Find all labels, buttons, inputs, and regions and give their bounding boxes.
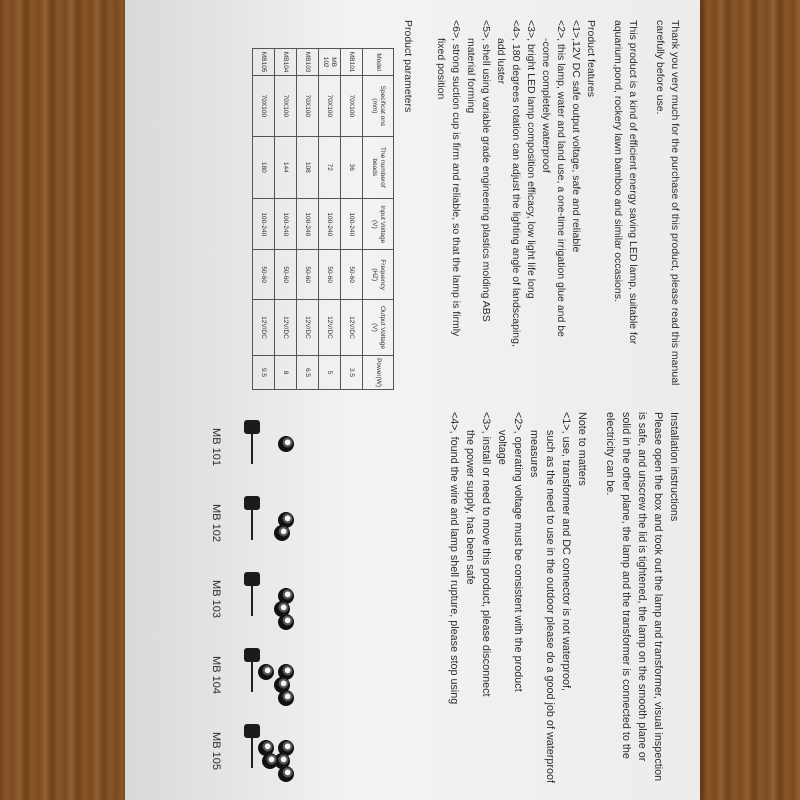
lamp-head-shape — [278, 614, 294, 630]
table-cell: 70X100 — [297, 76, 319, 136]
left-column — [252, 20, 682, 390]
table-cell: 70X100 — [253, 76, 275, 136]
table-cell: 12V/DC — [253, 299, 275, 355]
note-item: <4>, found the wire and lamp shell rupture, please stop using — [448, 412, 460, 705]
note-item: <3>, install or need to move this product, please disconnect — [480, 412, 492, 697]
table-cell: 12V/DC — [319, 299, 341, 355]
model-label: MB 105 — [210, 732, 222, 770]
table-cell: MB105 — [253, 49, 275, 76]
table-cell: 5 — [319, 356, 341, 390]
parameters-title: Product parameters — [402, 20, 414, 113]
model-mb101 — [150, 412, 300, 482]
cable-shape — [251, 510, 253, 540]
installation-title: Installation instructions — [668, 412, 680, 522]
transformer-shape — [244, 496, 260, 510]
model-label: MB 102 — [210, 504, 222, 542]
parameters-table — [252, 48, 394, 390]
header-cell: Frequency (HZ) — [363, 250, 394, 299]
lamp-photo — [238, 720, 300, 782]
table-row — [297, 49, 319, 390]
table-row — [253, 49, 275, 390]
lamp-photo — [238, 416, 300, 478]
table-cell: 50-60 — [275, 250, 297, 299]
feature-item: <1>,12V DC safe output voltage, safe and reliable — [570, 20, 582, 253]
description-text: This product is a kind of efficient energy saving LED lamp, suitable for aquarium,pond, rockery lawn bamboo and similar occasions. — [612, 20, 639, 345]
note-item: <2>, operating voltage must be consistent with the product — [512, 412, 524, 692]
table-cell: 72 — [319, 136, 341, 199]
feature-item: <6>, strong suction cup is firm and reliable, so that the lamp is firmly — [450, 20, 462, 337]
cable-shape — [251, 434, 253, 464]
table-cell: 50-60 — [341, 250, 363, 299]
manual-sheet — [125, 0, 700, 800]
table-cell: 50-60 — [297, 250, 319, 299]
feature-item: <3>, bright LED lamp composition efficacy, low light life long — [525, 20, 537, 299]
transformer-shape — [244, 724, 260, 738]
header-cell: Specificat ons (mm) — [363, 76, 394, 136]
table-cell: 70X100 — [341, 76, 363, 136]
table-cell: 108 — [297, 136, 319, 199]
table-cell: 100-240 — [253, 199, 275, 250]
table-cell: 70X100 — [319, 76, 341, 136]
feature-item-cont: -come completely waterproof — [540, 38, 552, 173]
table-row — [341, 49, 363, 390]
header-cell: The numberof beads — [363, 136, 394, 199]
rotated-page — [125, 0, 700, 800]
feature-item-cont: material forming — [465, 38, 477, 114]
lamp-photo — [238, 644, 300, 706]
table-cell: 12V/DC — [275, 299, 297, 355]
model-mb102 — [150, 488, 300, 558]
table-cell: 180 — [253, 136, 275, 199]
table-row — [275, 49, 297, 390]
table-cell: 100-240 — [297, 199, 319, 250]
notes-title: Note to matters — [576, 412, 588, 486]
table-cell: 100-240 — [319, 199, 341, 250]
table-cell: 100-240 — [275, 199, 297, 250]
table-cell: 70X100 — [275, 76, 297, 136]
lamp-photo — [238, 568, 300, 630]
model-label: MB 104 — [210, 656, 222, 694]
note-item-cont: such as the need to use in the outdoor please do a good job of waterproof measures — [528, 430, 556, 783]
feature-item-cont: add luster — [495, 38, 507, 85]
model-gallery — [150, 412, 300, 784]
table-cell: 8 — [275, 356, 297, 390]
transformer-shape — [244, 648, 260, 662]
table-cell: 50-60 — [319, 250, 341, 299]
lamp-photo — [238, 492, 300, 554]
table-cell: MB103 — [297, 49, 319, 76]
table-cell: MB101 — [341, 49, 363, 76]
table-cell: 50-60 — [253, 250, 275, 299]
header-cell: Model — [363, 49, 394, 76]
model-mb105 — [150, 716, 300, 786]
table-cell: 100-240 — [341, 199, 363, 250]
features-title: Product features — [585, 20, 597, 98]
header-cell: Input Voltage (V) — [363, 199, 394, 250]
lamp-head-shape — [278, 436, 294, 452]
table-cell: 12V/DC — [297, 299, 319, 355]
table-cell: 36 — [341, 136, 363, 199]
table-cell: MB104 — [275, 49, 297, 76]
model-label: MB 101 — [210, 428, 222, 466]
header-cell: Output Voltage (V) — [363, 299, 394, 355]
model-label: MB 103 — [210, 580, 222, 618]
model-mb103 — [150, 564, 300, 634]
feature-item-cont: fixed position — [435, 38, 447, 100]
intro-text: Thank you very much for the purchase of this product, please read this manual carefully before use. — [654, 20, 681, 386]
table-cell: 6.5 — [297, 356, 319, 390]
table-header-row — [363, 49, 394, 390]
lamp-head-shape — [278, 690, 294, 706]
note-item-cont: the power supply, has been safe — [464, 430, 476, 585]
features-list — [433, 20, 583, 390]
table-cell: MB 102 — [319, 49, 341, 76]
transformer-shape — [244, 572, 260, 586]
table-cell: 3.5 — [341, 356, 363, 390]
model-mb104 — [150, 640, 300, 710]
right-column — [446, 412, 682, 784]
feature-item: <4>, 180 degrees rotation can adjust the lighting angle of landscaping, — [510, 20, 522, 347]
table-cell: 12V/DC — [341, 299, 363, 355]
table-row — [319, 49, 341, 390]
table-cell: 144 — [275, 136, 297, 199]
note-item: <1>, use, transformer and DC connector is not waterproof, — [560, 412, 572, 692]
lamp-head-shape — [258, 664, 274, 680]
lamp-head-shape — [262, 753, 278, 769]
feature-item: <2>, this lamp, water and land use, a one-time irrigation glue and be — [555, 20, 567, 337]
installation-text: Please open the box and took out the lamp and transformer, visual inspection is safe, and unscrew the lid is tightened, the lamp on the smooth plane or solid in the other plane, the lamp and the transformer is connected to the electricity can be. — [604, 412, 664, 782]
cable-shape — [251, 738, 253, 768]
cable-shape — [251, 662, 253, 692]
feature-item: <5>, shell using variable grade engineering plastics molding ABS — [480, 20, 492, 322]
header-cell: Power(W) — [363, 356, 394, 390]
lamp-head-shape — [278, 766, 294, 782]
note-item-cont: voltage — [496, 430, 508, 465]
cable-shape — [251, 586, 253, 616]
lamp-head-shape — [274, 525, 290, 541]
transformer-shape — [244, 420, 260, 434]
table-cell: 9.5 — [253, 356, 275, 390]
